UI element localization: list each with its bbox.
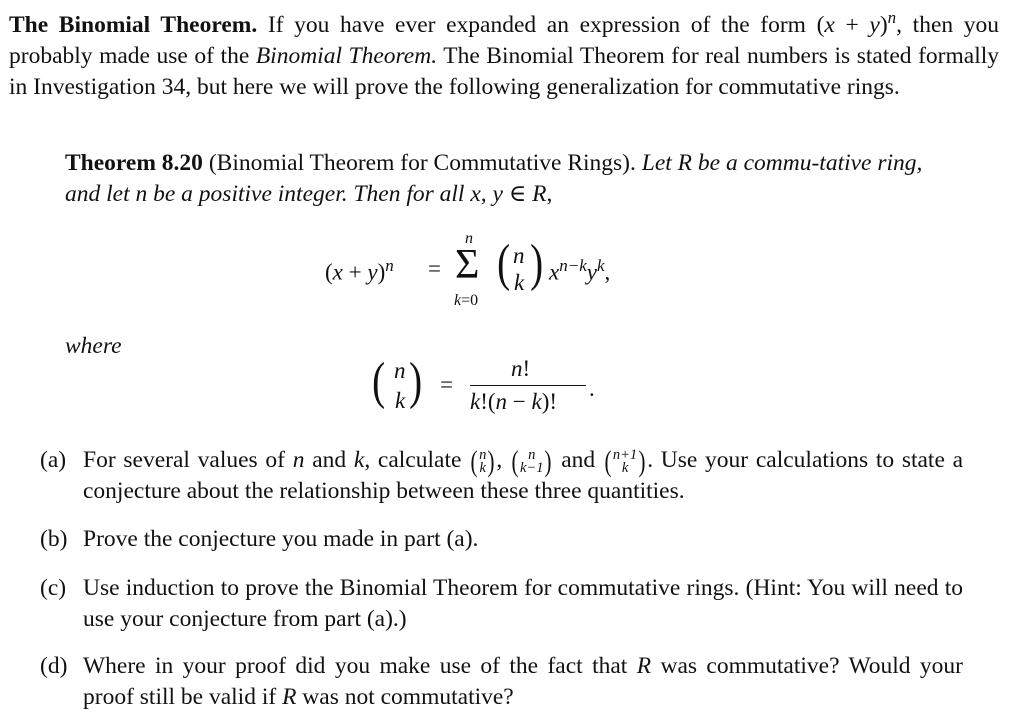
theorem-statement [65, 148, 945, 210]
where-label: where [65, 333, 122, 359]
intro-text-1: If you have ever expanded an expression of the form [267, 11, 806, 38]
part-c-text: Use induction to prove the Binomial Theorem for commutative rings. (Hint: You will need to use your conjecture from part (a).) [83, 575, 963, 632]
part-a-text-3: , calculate [364, 447, 462, 473]
part-d-text-3: was not commutative? [302, 684, 514, 710]
part-a-text-4: and [561, 447, 596, 473]
part-a-text-5: . Use your calculations to state a conjecture about the relationship between these three quantities. [83, 447, 964, 504]
intro-text-2: , then you probably made use of the [9, 11, 1000, 69]
var-R: R [677, 150, 693, 176]
part-a-text-2: and [312, 447, 347, 473]
part-c-label: (c) [40, 575, 67, 601]
intro-text-3: The Binomial Theorem for real numbers is stated formally in Investigation 34, but here we will prove the following generalization for commutative rings. [9, 42, 1000, 100]
part-d-text-1: Where in your proof did you make use of the fact that [83, 653, 628, 679]
part-d-text-2: was commutative? Would your proof still be valid if [83, 653, 964, 710]
expression-x-plus-y-n: $(x + y)^n$ [816, 8, 897, 38]
theorem-text-2: be a commu-tative ring, and let [65, 150, 923, 207]
math-x-y-in-R: x, y ∈ R, [470, 181, 553, 207]
part-d-text: Where in your proof did you make use of the fact that R was commutative? Would your proof still be valid if R was not commutative? [83, 653, 964, 710]
intro-paragraph [9, 2, 999, 103]
binom-n-k: ( n k) [470, 444, 495, 478]
binomial-coefficient-definition: ( n k ) = n! k!(n − k)! . [372, 353, 595, 414]
part-b-label: (b) [40, 526, 68, 552]
part-a-text: For several values of n and k, calculate ( n k), ( n k−1) and ( n+1 k ). Use your calculations to state a conjecture about the relationship between these three quantities. [83, 444, 964, 504]
section-heading: The Binomial Theorem. [9, 11, 258, 38]
theorem-title: (Binomial Theorem for Commutative Rings). [208, 150, 636, 176]
binom-n-plus-1-k: ( n+1 k ) [604, 444, 646, 478]
binom-n-k-minus-1: ( n k−1) [511, 444, 552, 478]
binomial-expansion-equation: $(x + y)^n$ = n Σ k=0 ( n k ) $x^{n-k}y^k$, [325, 230, 611, 309]
part-d-label: (d) [40, 653, 68, 679]
part-b-text: Prove the conjecture you made in part (a). [83, 526, 479, 552]
theorem-label: Theorem 8.20 [65, 150, 203, 176]
theorem-text-1: Let [641, 150, 672, 176]
part-a-label: (a) [40, 447, 67, 473]
part-a-text-1: For several values of [83, 447, 285, 473]
var-n: n [135, 181, 148, 207]
binomial-theorem-italic: Binomial Theorem. [255, 42, 438, 69]
theorem-text-3: be a positive integer. Then for all [153, 181, 465, 207]
